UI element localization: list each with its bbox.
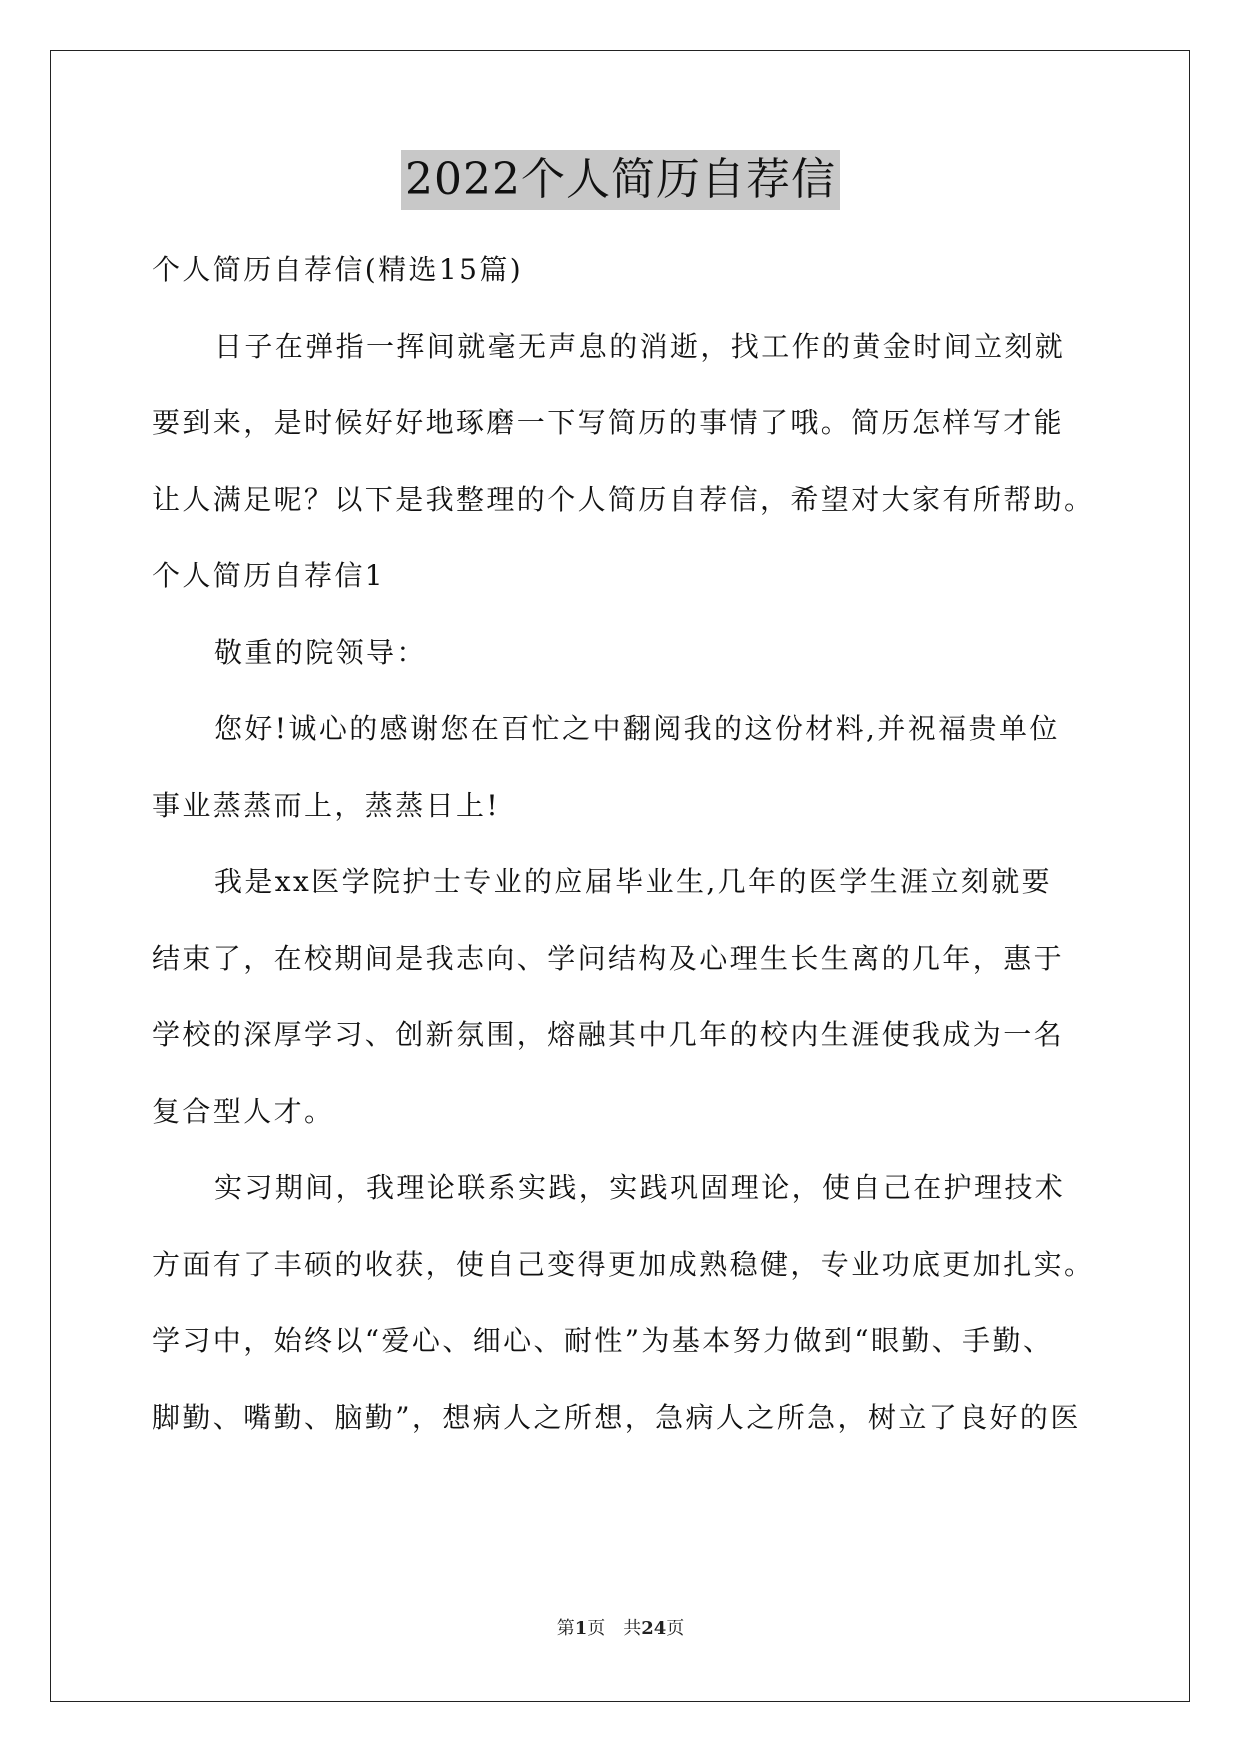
footer-page-current: 1 bbox=[574, 1618, 588, 1639]
paragraph-line: 学习中，始终以“爱心、细心、耐性”为基本努力做到“眼勤、手勤、 bbox=[152, 1324, 1054, 1357]
paragraph-line: 实习期间，我理论联系实践，实践巩固理论，使自己在护理技术 bbox=[214, 1171, 1066, 1204]
paragraph-line: 日子在弹指一挥间就毫无声息的消逝，找工作的黄金时间立刻就 bbox=[214, 329, 1066, 363]
document-title: 2022个人简历自荐信 bbox=[401, 150, 840, 210]
title-container bbox=[0, 150, 1241, 210]
paragraph-line: 方面有了丰硕的收获，使自己变得更加成熟稳健，专业功底更加扎实。 bbox=[152, 1247, 1095, 1281]
footer-page-suffix: 页 bbox=[666, 1618, 685, 1639]
paragraph-line: 事业蒸蒸而上，蒸蒸日上! bbox=[152, 788, 501, 822]
paragraph-line: 复合型人才。 bbox=[152, 1094, 335, 1128]
subtitle-line: 个人简历自荐信(精选15篇) bbox=[152, 253, 524, 286]
footer-page-total: 24 bbox=[641, 1618, 667, 1639]
section-heading: 个人简历自荐信1 bbox=[152, 559, 386, 592]
page-footer bbox=[0, 1614, 1241, 1640]
paragraph-line: 学校的深厚学习、创新氛围，熔融其中几年的校内生涯使我成为一名 bbox=[152, 1018, 1065, 1051]
paragraph-line: 您好!诚心的感谢您在百忙之中翻阅我的这份材料,并祝福贵单位 bbox=[214, 712, 1060, 745]
paragraph-line: 结束了，在校期间是我志向、学问结构及心理生长生离的几年，惠于 bbox=[152, 941, 1065, 975]
paragraph-line: 我是xx医学院护士专业的应届毕业生,几年的医学生涯立刻就要 bbox=[214, 865, 1053, 898]
salutation-line: 敬重的院领导： bbox=[214, 635, 427, 669]
paragraph-line: 让人满足呢？以下是我整理的个人简历自荐信，希望对大家有所帮助。 bbox=[152, 482, 1095, 516]
document-body bbox=[152, 232, 1095, 1456]
footer-page-prefix: 第 bbox=[556, 1618, 575, 1639]
footer-page-mid: 页 共 bbox=[587, 1618, 642, 1639]
paragraph-line: 要到来，是时候好好地琢磨一下写简历的事情了哦。简历怎样写才能 bbox=[152, 406, 1065, 439]
paragraph-line: 脚勤、嘴勤、脑勤”，想病人之所想，急病人之所急，树立了良好的医 bbox=[152, 1400, 1081, 1434]
